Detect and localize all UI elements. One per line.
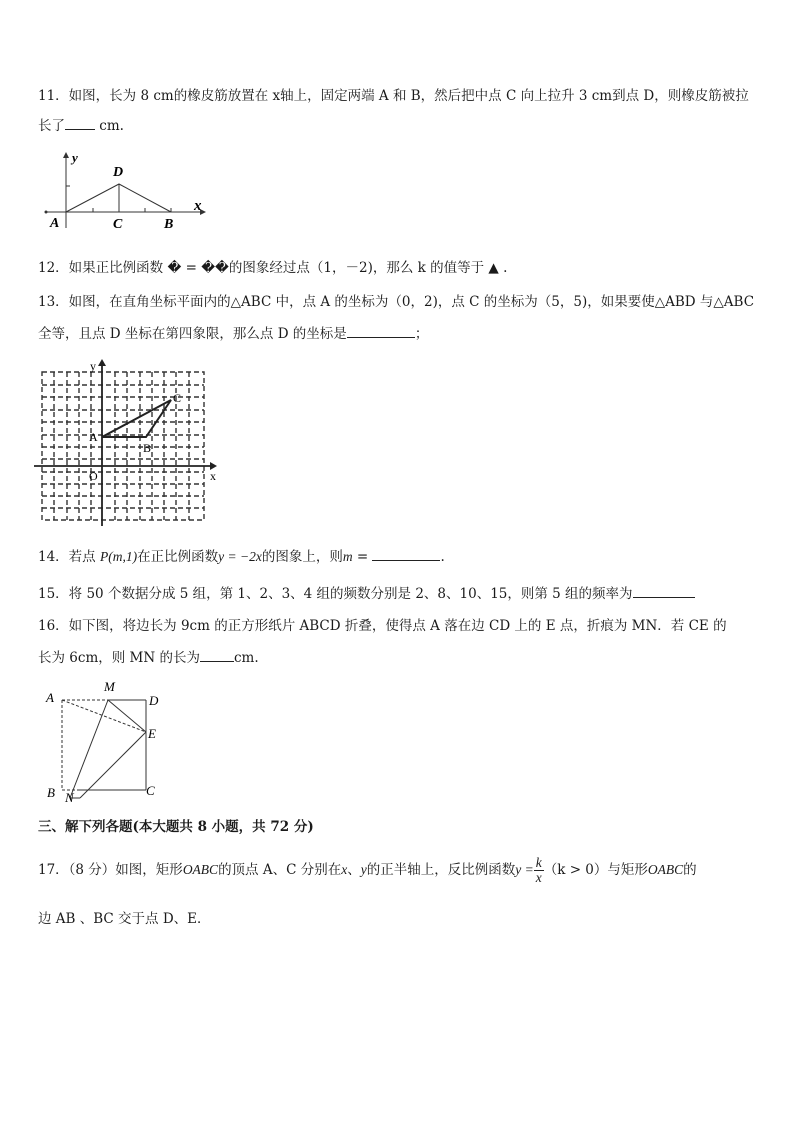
- q13-answer-blank: [347, 323, 415, 338]
- q14-point: P(m,1): [99, 549, 138, 564]
- q14-function: y = −2x: [218, 549, 262, 564]
- q14-mid: 在正比例函数: [137, 549, 219, 565]
- q13-triangle-abc: [102, 400, 171, 437]
- q16-figure: [40, 678, 170, 804]
- q11-label-c: C: [113, 217, 123, 232]
- q13-label-x: x: [210, 469, 216, 483]
- q16-line1: 16．如下图，将边长为 9cm 的正方形纸片 ABCD 折叠，使得点 A 落在边 CD 上的 E 点，折痕为 MN．若 CE 的: [38, 618, 727, 634]
- q16-folded-edge: [80, 732, 146, 798]
- q17-line1: [38, 856, 697, 885]
- q13-line2-pre: 全等，且点 D 坐标在第四象限，那么点 D 的坐标是: [38, 326, 347, 342]
- q11-point: [45, 211, 48, 214]
- q13-y-arrow-icon: [98, 359, 106, 366]
- q14-line: [38, 545, 445, 565]
- q13-line2-post: ；: [414, 326, 429, 342]
- q16-label-d: D: [149, 693, 159, 708]
- q17-sep: 、: [347, 862, 361, 878]
- q14-end: .: [440, 549, 445, 565]
- q14-answer-blank: [372, 546, 440, 561]
- q11-figure: [40, 146, 215, 232]
- q13-label-c: C: [173, 391, 182, 405]
- q13-label-o: O: [89, 469, 98, 483]
- q11-line2-pre: 长了: [38, 118, 65, 134]
- q14-eq: =: [352, 549, 373, 565]
- q15-answer-blank: [633, 583, 695, 598]
- q16-line2-pre: 长为 6cm，则 MN 的长为: [38, 650, 200, 666]
- q17-frac-den: x: [535, 870, 542, 885]
- q16-label-e: E: [148, 726, 156, 741]
- q13-line2: [38, 322, 428, 342]
- q11-answer-blank: [65, 115, 95, 130]
- q16-folded-me: [108, 700, 146, 732]
- q13-figure: [34, 356, 224, 528]
- q16-label-a: A: [46, 690, 54, 705]
- q17-cond: （k > 0）与矩形: [543, 862, 648, 878]
- q13-line1: 13．如图，在直角坐标平面内的△ABC 中，点 A 的坐标为（0，2)，点 C 的坐标为（5，5)，如果要使△ABD 与△ABC: [38, 294, 755, 310]
- q13-label-y: y: [90, 359, 96, 373]
- q11-label-a: A: [50, 216, 60, 231]
- q17-pre: 17．（8 分）如图，矩形: [38, 862, 183, 878]
- q17-func-y: y =: [515, 862, 534, 877]
- q15-text: 15．将 50 个数据分成 5 组，第 1、2、3、4 组的频数分别是 2、8、10、15，则第 5 组的频率为: [38, 586, 633, 602]
- q15-line: [38, 582, 695, 602]
- q17-mid2: 的正半轴上，反比例函数: [366, 862, 516, 878]
- q16-answer-blank: [200, 647, 234, 662]
- q14-pre: 14．若点: [38, 549, 100, 565]
- q16-line2: [38, 646, 259, 666]
- q13-label-b: B: [143, 441, 152, 455]
- q16-line2-post: cm.: [233, 650, 259, 666]
- section-3-heading: 三、解下列各题(本大题共 8 小题，共 72 分): [38, 819, 314, 835]
- q17-fraction: [534, 856, 544, 885]
- q11-line2-post: cm.: [99, 118, 124, 134]
- q17-mid1: 的顶点 A、C 分别在: [218, 862, 342, 878]
- q16-label-c: C: [146, 783, 155, 798]
- q12-line: 12．如果正比例函数 � = ��的图象经过点（1，－2)，那么 k 的值等于 ▲ .: [38, 260, 508, 276]
- q13-label-a: A: [89, 430, 98, 444]
- q11-label-d: D: [113, 165, 124, 180]
- q14-post1: 的图象上，则: [261, 549, 343, 565]
- q16-label-b: B: [47, 785, 55, 800]
- q14-var-m: m: [342, 549, 353, 564]
- q11-label-b: B: [164, 217, 174, 232]
- q17-x: x: [341, 862, 348, 877]
- q17-rect-2: OABC: [647, 862, 684, 877]
- q16-crease-mn: [70, 700, 108, 798]
- q17-rect-1: OABC: [182, 862, 219, 877]
- q17-line2: 边 AB 、BC 交于点 D、E．: [38, 911, 211, 927]
- q16-label-n: N: [65, 790, 74, 804]
- q11-y-arrow-icon: [63, 152, 69, 158]
- q11-line1: 11．如图，长为 8 cm的橡皮筋放置在 x轴上，固定两端 A 和 B，然后把中点 C 向上拉升 3 cm到点 D，则橡皮筋被拉: [38, 88, 749, 104]
- q11-label-x: x: [194, 198, 202, 214]
- q11-label-y: y: [72, 150, 78, 165]
- q17-post: 的: [683, 862, 697, 878]
- q17-frac-num: k: [535, 855, 542, 870]
- q17-y: y: [360, 862, 367, 877]
- q11-line2: [38, 114, 124, 134]
- q16-segment-ae: [62, 700, 146, 732]
- q16-label-m: M: [104, 679, 115, 694]
